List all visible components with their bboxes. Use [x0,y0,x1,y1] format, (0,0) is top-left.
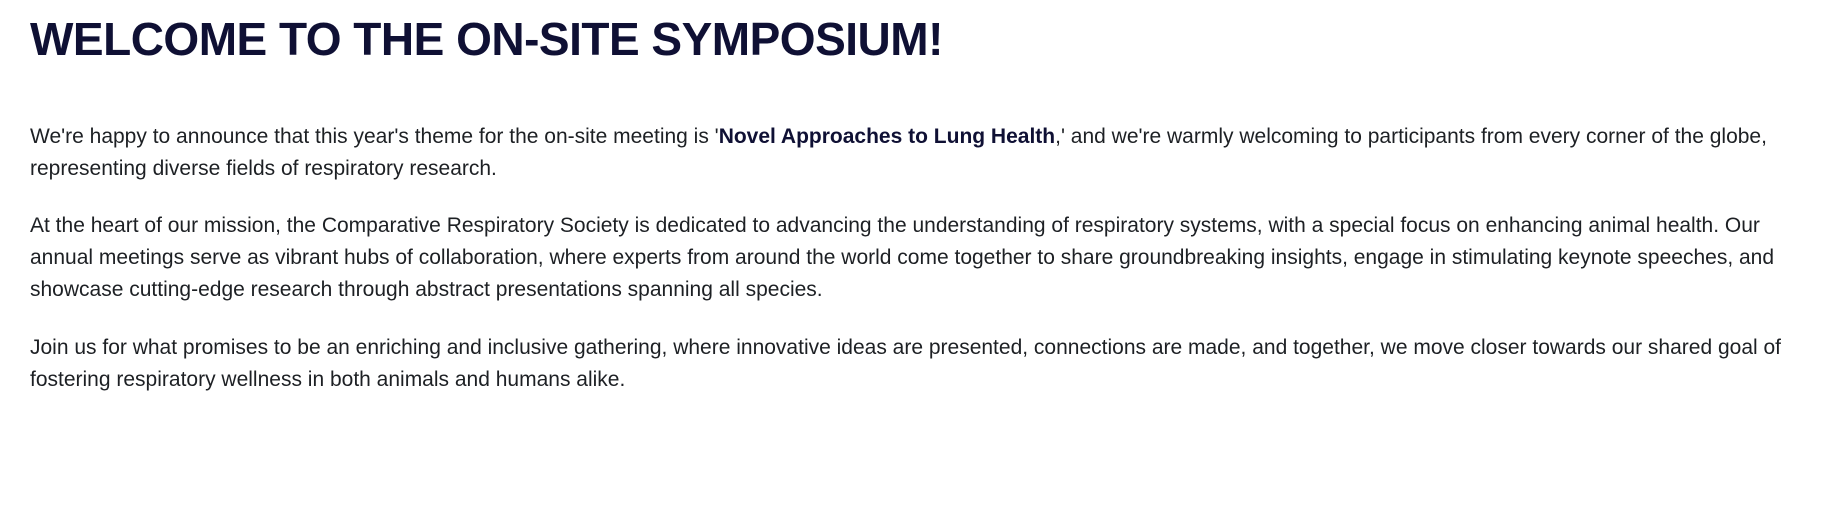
paragraph-intro-text-after: ,' and we're warmly welcoming to participants from every corner of the globe, representing diverse fields of respiratory research. [30,124,1767,180]
paragraph-intro-text-before: We're happy to announce that this year's theme for the on-site meeting is ' [30,124,719,148]
theme-title-emphasis: Novel Approaches to Lung Health [718,124,1056,148]
page-title: WELCOME TO THE ON-SITE SYMPOSIUM! [30,13,943,65]
paragraph-mission: At the heart of our mission, the Comparative Respiratory Society is dedicated to advancing the understanding of respiratory systems, with a special focus on enhancing animal health. Our annual meetings serve as vibrant hubs of collaboration, where experts from around the world come together to share groundbreaking insights, engage in stimulating keynote speeches, and showcase cutting-edge research through abstract presentations spanning all species. [30,214,1775,302]
paragraph-intro [30,121,1814,185]
paragraph-invitation: Join us for what promises to be an enriching and inclusive gathering, where innovative ideas are presented, connections are made, and together, we move closer towards our shared goal of fostering respiratory wellness in both animals and humans alike. [30,336,1782,392]
body-copy [30,121,1814,396]
